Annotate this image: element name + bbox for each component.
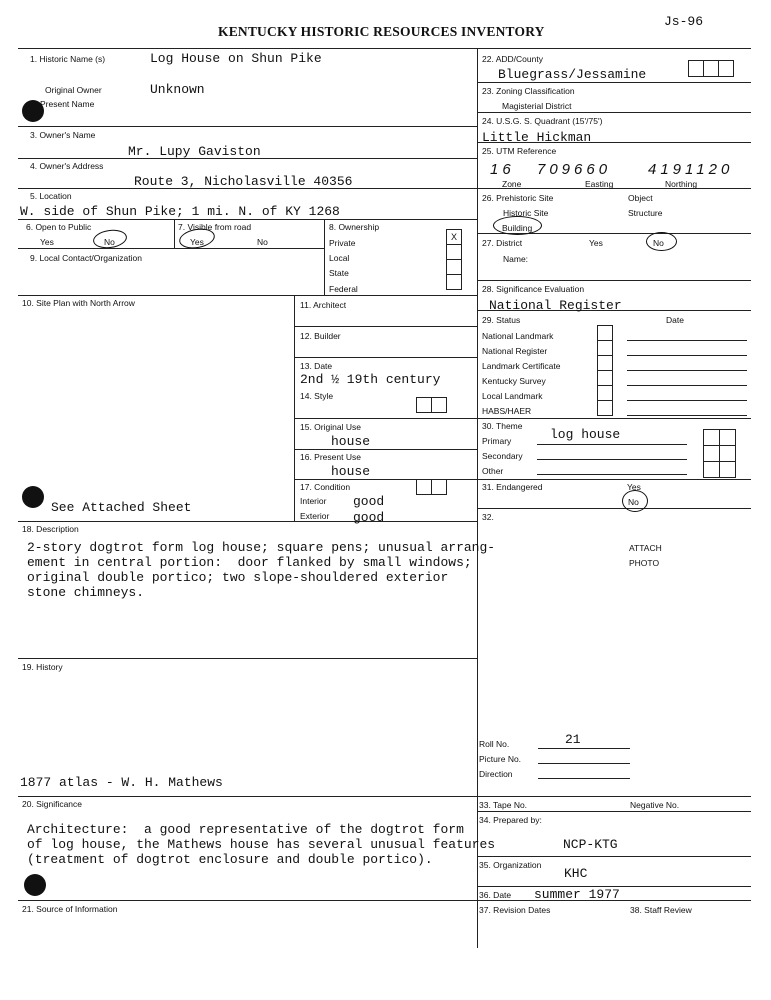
historic-name-label: 1. Historic Name (s) <box>30 54 106 64</box>
rule <box>18 521 477 522</box>
punch-hole-icon <box>24 874 46 896</box>
theme-secondary-label: Secondary <box>482 451 523 461</box>
district-yes: Yes <box>589 238 603 248</box>
style-code-box <box>416 397 432 413</box>
style-code-box <box>431 397 447 413</box>
rule <box>18 796 477 797</box>
negative-number-label: Negative No. <box>630 800 680 810</box>
status-landmark-certificate: Landmark Certificate <box>482 361 561 371</box>
zoning-label: 23. Zoning Classification <box>482 86 575 96</box>
ownership-private-mark: X <box>451 232 458 242</box>
interior-label: Interior <box>300 496 327 506</box>
prepared-by-label: 34. Prepared by: <box>479 815 542 825</box>
status-habs-haer: HABS/HAER <box>482 406 532 416</box>
present-use-value: house <box>331 464 371 479</box>
district-no: No <box>653 238 664 248</box>
prehistoric-site-label: 26. Prehistoric Site <box>482 193 554 203</box>
rule <box>477 82 751 83</box>
description-line: ement in central portion: door flanked by small windows; <box>27 555 472 570</box>
field-32-label: 32. <box>482 512 494 522</box>
rule <box>294 326 477 327</box>
status-box <box>597 400 613 416</box>
status-label: 29. Status <box>482 315 521 325</box>
rule <box>294 295 295 521</box>
visible-from-road-yes: Yes <box>190 237 204 247</box>
status-box <box>597 340 613 356</box>
owners-address-value: Route 3, Nicholasville 40356 <box>134 174 353 189</box>
open-to-public-no-circle <box>92 228 128 251</box>
utm-easting-value: 709660 <box>537 161 612 178</box>
exterior-label: Exterior <box>300 511 330 521</box>
building-circle <box>493 216 542 235</box>
rule <box>477 112 751 113</box>
theme-other-label: Other <box>482 466 504 476</box>
status-national-landmark: National Landmark <box>482 331 554 341</box>
picture-line <box>538 763 630 764</box>
rule <box>18 295 477 296</box>
source-of-information-label: 21. Source of Information <box>22 904 118 914</box>
rule <box>477 508 751 509</box>
exterior-value: good <box>353 510 385 525</box>
original-owner-label: Original Owner <box>45 85 102 95</box>
theme-code-box <box>703 445 720 462</box>
utm-northing-label: Northing <box>665 179 698 189</box>
theme-code-box <box>719 461 736 478</box>
rule <box>477 418 751 419</box>
significance-line: Architecture: a good representative of the dogtrot form <box>27 822 464 837</box>
column-divider <box>477 48 478 948</box>
ownership-label: 8. Ownership <box>329 222 380 232</box>
quadrant-value: Little Hickman <box>482 130 592 145</box>
status-date-line <box>627 340 747 341</box>
present-use-label: 16. Present Use <box>300 452 361 462</box>
tape-number-label: 33. Tape No. <box>479 800 528 810</box>
condition-code-box <box>431 479 447 495</box>
status-local-landmark: Local Landmark <box>482 391 543 401</box>
condition-code-box <box>416 479 432 495</box>
theme-line <box>537 444 687 445</box>
prepared-by-value: NCP-KTG <box>563 837 618 852</box>
rule <box>477 280 751 281</box>
rule <box>294 357 477 358</box>
rule <box>18 658 477 659</box>
original-owner-value: Unknown <box>150 82 205 97</box>
endangered-label: 31. Endangered <box>482 482 543 492</box>
location-label: 5. Location <box>30 191 72 201</box>
description-line: original double portico; two slope-shouldered exterior <box>27 570 449 585</box>
add-county-value: Bluegrass/Jessamine <box>498 67 647 82</box>
status-date-line <box>627 400 747 401</box>
form-title: KENTUCKY HISTORIC RESOURCES INVENTORY <box>218 24 545 39</box>
county-code-box <box>703 60 719 77</box>
date-prepared-value: summer 1977 <box>534 887 620 902</box>
significance-line: of log house, the Mathews house has several unusual features <box>27 837 496 852</box>
punch-hole-icon <box>22 486 44 508</box>
rule <box>18 219 477 220</box>
date-label: 13. Date <box>300 361 333 371</box>
open-to-public-no: No <box>104 237 115 247</box>
site-plan-label: 10. Site Plan with North Arrow <box>22 298 135 308</box>
rule <box>294 449 477 450</box>
theme-code-box <box>719 445 736 462</box>
status-date-line <box>627 370 747 371</box>
county-code-box <box>718 60 734 77</box>
ownership-federal: Federal <box>329 284 358 294</box>
ownership-state-box <box>446 259 462 275</box>
district-name-label: Name: <box>503 254 529 264</box>
significance-evaluation-value: National Register <box>489 298 622 313</box>
utm-zone-value: 16 <box>490 161 515 178</box>
owners-name-label: 3. Owner's Name <box>30 130 96 140</box>
rule <box>477 856 751 857</box>
theme-code-box <box>703 429 720 446</box>
ownership-state: State <box>329 268 349 278</box>
utm-northing-value: 4191120 <box>648 161 734 178</box>
building-label: Building <box>502 223 533 233</box>
rule <box>18 900 477 901</box>
description-line: stone chimneys. <box>27 585 145 600</box>
architect-label: 11. Architect <box>300 300 347 310</box>
owners-name-value: Mr. Lupy Gaviston <box>128 144 261 159</box>
open-to-public-yes: Yes <box>40 237 54 247</box>
historic-name-value: Log House on Shun Pike <box>150 51 322 66</box>
original-use-value: house <box>331 434 371 449</box>
interior-value: good <box>353 494 385 509</box>
district-label: 27. District <box>482 238 523 248</box>
endangered-no: No <box>628 497 639 507</box>
significance-label: 20. Significance <box>22 799 83 809</box>
roll-line <box>538 748 630 749</box>
theme-code-box <box>703 461 720 478</box>
ownership-private: Private <box>329 238 356 248</box>
roll-number-label: Roll No. <box>479 739 510 749</box>
status-box <box>597 385 613 401</box>
staff-review-label: 38. Staff Review <box>630 905 692 915</box>
style-label: 14. Style <box>300 391 334 401</box>
description-line: 2-story dogtrot form log house; square pens; unusual arrang- <box>27 540 496 555</box>
status-date-line <box>627 355 747 356</box>
ownership-local-box <box>446 244 462 260</box>
rule <box>174 219 175 248</box>
photo-label: PHOTO <box>629 558 660 568</box>
location-value: W. side of Shun Pike; 1 mi. N. of KY 1268 <box>20 204 340 219</box>
description-label: 18. Description <box>22 524 79 534</box>
magisterial-district-label: Magisterial District <box>502 101 572 111</box>
endangered-no-circle <box>622 490 648 512</box>
historic-site-label: Historic Site <box>503 208 549 218</box>
visible-from-road-no: No <box>257 237 268 247</box>
status-date-line <box>627 415 747 416</box>
quadrant-label: 24. U.S.G. S. Quadrant (15'/75') <box>482 116 603 126</box>
endangered-yes: Yes <box>627 482 641 492</box>
theme-primary-label: Primary <box>482 436 512 446</box>
date-prepared-label: 36. Date <box>479 890 512 900</box>
present-name-label: Present Name <box>40 99 95 109</box>
owners-address-label: 4. Owner's Address <box>30 161 104 171</box>
theme-line <box>537 459 687 460</box>
rule <box>477 811 751 812</box>
rule <box>477 796 751 797</box>
utm-label: 25. UTM Reference <box>482 146 557 156</box>
original-use-label: 15. Original Use <box>300 422 361 432</box>
direction-line <box>538 778 630 779</box>
organization-value: KHC <box>564 866 588 881</box>
object-label: Object <box>628 193 653 203</box>
rule <box>324 219 325 295</box>
structure-label: Structure <box>628 208 663 218</box>
utm-zone-label: Zone <box>502 179 522 189</box>
status-box <box>597 355 613 371</box>
revision-dates-label: 37. Revision Dates <box>479 905 551 915</box>
rule <box>294 418 477 419</box>
significance-evaluation-label: 28. Significance Evaluation <box>482 284 585 294</box>
theme-line <box>537 474 687 475</box>
theme-code-box <box>719 429 736 446</box>
direction-label: Direction <box>479 769 513 779</box>
status-date-line <box>627 385 747 386</box>
history-label: 19. History <box>22 662 63 672</box>
document-number: Js-96 <box>664 14 704 29</box>
theme-label: 30. Theme <box>482 421 523 431</box>
status-date-label: Date <box>666 315 684 325</box>
date-value: 2nd ½ 19th century <box>300 372 441 387</box>
ownership-local: Local <box>329 253 350 263</box>
attach-label: ATTACH <box>629 543 662 553</box>
open-to-public-label: 6. Open to Public <box>26 222 92 232</box>
site-plan-note: See Attached Sheet <box>51 500 192 515</box>
condition-label: 17. Condition <box>300 482 351 492</box>
rule <box>18 126 477 127</box>
rule <box>477 479 751 480</box>
builder-label: 12. Builder <box>300 331 341 341</box>
district-no-circle <box>646 232 677 251</box>
local-contact-label: 9. Local Contact/Organization <box>30 253 142 263</box>
county-code-box <box>688 60 704 77</box>
rule <box>18 248 324 249</box>
history-value: 1877 atlas - W. H. Mathews <box>20 775 223 790</box>
roll-number-value: 21 <box>565 732 581 747</box>
status-kentucky-survey: Kentucky Survey <box>482 376 546 386</box>
significance-line: (treatment of dogtrot enclosure and double portico). <box>27 852 433 867</box>
ownership-federal-box <box>446 274 462 290</box>
organization-label: 35. Organization <box>479 860 542 870</box>
visible-from-road-label: 7. Visible from road <box>178 222 252 232</box>
status-box <box>597 370 613 386</box>
picture-number-label: Picture No. <box>479 754 522 764</box>
theme-primary-value: log house <box>550 427 621 442</box>
utm-easting-label: Easting <box>585 179 614 189</box>
status-national-register: National Register <box>482 346 548 356</box>
rule <box>294 479 477 480</box>
status-box <box>597 325 613 341</box>
top-rule <box>18 48 751 49</box>
add-county-label: 22. ADD/County <box>482 54 543 64</box>
